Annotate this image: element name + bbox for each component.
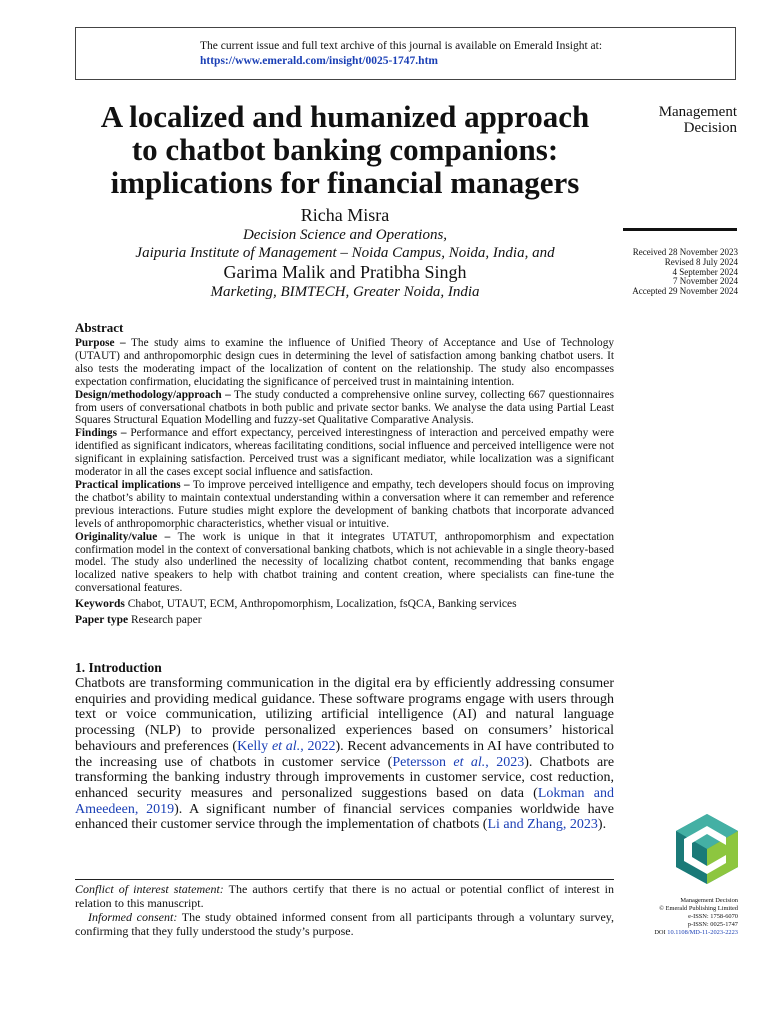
citation-link[interactable] (237, 739, 335, 754)
author-affiliation: Marketing, BIMTECH, Greater Noida, India (210, 284, 480, 300)
doi-link[interactable]: 10.1108/MD-11-2023-2223 (667, 929, 738, 936)
citation-etal: et al. (453, 754, 486, 770)
abstract-text: Performance and effort expectancy, perceived interestingness of interaction and perceived empathy were identified as significant indicators, whereas facilitating conditions, social influence and perceived intelligence were not significant in explaining satisfaction. Perceived trust was a significant mediator, while localization was a significant moderator in all the cases except social influence and satisfaction. (75, 427, 615, 479)
conflict-of-interest-note (75, 882, 614, 910)
title-line: A localized and humanized approach (100, 99, 590, 134)
author-affiliation: Decision Science and Operations, (242, 227, 448, 243)
abstract-label: Findings – (75, 427, 127, 440)
keywords (75, 597, 614, 612)
abstract-label: Design/methodology/approach – (75, 388, 231, 401)
keywords-label: Keywords (75, 598, 125, 611)
keywords-text: Chabot, UTAUT, ECM, Anthropomorphism, Localization, fsQCA, Banking services (127, 598, 517, 611)
imprint-line: © Emerald Publishing Limited (659, 905, 738, 912)
imprint-line: Management Decision (680, 897, 738, 904)
footnote-text: The authors certify that there is no actual or potential conflict of interest in relation to this manuscript. (75, 882, 614, 910)
footnote-label: Informed consent: (88, 910, 178, 924)
section-heading: 1. Introduction (75, 660, 162, 675)
abstract-text: To improve perceived intelligence and empathy, tech developers should focus on improving the chatbot’s ability to maintain contextual understanding within a conversation where it can remember and reference previous interactions. Future studies might explore the development of banking chatbots that incorporate advanced levels of anthropomorphic characteristics, whether visual or intuitive. (75, 478, 614, 530)
date-line: 7 November 2024 (673, 276, 738, 287)
journal-header-text (200, 39, 602, 69)
imprint-line: p-ISSN: 0025-1747 (687, 921, 738, 928)
abstract-findings (75, 427, 614, 479)
intro-text: ). Recent advancements in AI have contributed to the increasing use of chatbots in customer service ( (75, 738, 615, 770)
paper-type (75, 613, 614, 628)
abstract-label: Purpose – (75, 337, 126, 349)
citation-year: , 2022 (300, 738, 336, 754)
intro-text: Chatbots are transforming communication in the digital era by efficiently addressing consumer enquiries and providing medical guidance. These software programs engage with users through text or voice communication, utilizing artificial intelligence (AI) and natural language processing (NLP) to provide personalized experiences based on consumers’ historical behaviours and preferences ( (75, 676, 614, 754)
title-line: to chatbot banking companions: (131, 132, 559, 167)
informed-consent-note (75, 910, 614, 938)
abstract-purpose (75, 337, 614, 389)
author-name: Richa Misra (300, 205, 390, 225)
date-line: 4 September 2024 (672, 266, 738, 277)
abstract-design (75, 389, 614, 428)
author-name: Garima Malik and Pratibha Singh (223, 262, 467, 282)
citation-author: Kelly (237, 738, 269, 754)
abstract-heading: Abstract (75, 320, 124, 335)
footnote-text: The study obtained informed consent from all participants through a voluntary survey, confirming that they fully understood the study’s purpose. (75, 910, 614, 938)
paper-title (75, 100, 615, 199)
imprint-line: e-ISSN: 1758-6070 (688, 913, 738, 920)
archive-notice: The current issue and full text archive of this journal is available on Emerald Insight at: (200, 40, 603, 52)
citation-etal: et al. (271, 738, 301, 754)
abstract-text: The study conducted a comprehensive online survey, collecting 667 questionnaires from users of conversational chatbots in both public and private sector banks. We analyse the data using Partial Least Squares Structural Equation Modelling and fuzzy-set Qualitative Comparative Analysis. (75, 388, 615, 427)
journal-name-side (623, 104, 737, 136)
date-line: Accepted 29 November 2024 (632, 286, 738, 297)
footnote-label: Conflict of interest statement: (75, 882, 224, 896)
journal-name-line: Decision (683, 120, 737, 136)
intro-text: ). (597, 817, 607, 833)
imprint-block (618, 897, 738, 937)
paper-type-label: Paper type (75, 614, 129, 627)
intro-text: ). A significant number of financial services companies worldwide have enhanced their customer service through the implementation of chatbots ( (75, 801, 614, 833)
abstract-label: Practical implications – (75, 478, 190, 491)
citation-year: , 2023 (485, 754, 525, 770)
abstract-text: The study aims to examine the influence of Unified Theory of Acceptance and Use of Technology (UTAUT) and anthropomorphic design cues in determining the level of satisfaction among banking chatbot users. It also tests the moderating impact of the localization of content on the relationship. The study also encompasses expectation confirmation, elucidating the significance of perceived trust in maintaining intention. (75, 337, 614, 388)
doi-line (618, 929, 738, 937)
journal-url-link[interactable]: https://www.emerald.com/insight/0025-1747.htm (200, 55, 438, 67)
intro-paragraph (75, 676, 614, 833)
citation-link[interactable]: Lokman and Ameedeen, 2019 (75, 785, 614, 817)
citation-author: Petersson (392, 754, 446, 770)
footnote-rule (75, 879, 614, 880)
side-rule (623, 228, 737, 231)
paper-type-text: Research paper (131, 614, 202, 627)
citation-link[interactable] (392, 755, 524, 770)
title-line: implications for financial managers (110, 165, 580, 200)
date-line: Revised 8 July 2024 (664, 256, 738, 267)
author-affiliation: Jaipuria Institute of Management – Noida Campus, Noida, India, and (135, 245, 555, 261)
abstract-text: The work is unique in that it integrates UTATUT, anthropomorphism and expectation confirmation model in the context of conversational banking chatbots, which is not achievable in a single theory-based model. The study also underlined the necessity of localizing chatbot content, recommending that banks engage localized native speakers to help with chatbot training and content creation, where specialists can fine-tune the conversational features. (75, 530, 614, 595)
intro-text: ). Chatbots are transforming the banking industry through improvements in customer service, cost reduction, enhanced security measures and personalized suggestions based on data ( (75, 754, 615, 801)
abstract-originality (75, 531, 614, 596)
emerald-logo-icon (676, 814, 738, 884)
abstract-label: Originality/value – (75, 530, 171, 543)
journal-name-line: Management (658, 104, 737, 120)
submission-dates (600, 248, 738, 297)
citation-link[interactable]: Li and Zhang, 2023 (487, 817, 598, 833)
date-line: Received 28 November 2023 (632, 247, 738, 257)
doi-label: DOI (654, 929, 666, 936)
abstract-section (75, 320, 614, 628)
abstract-implications (75, 479, 614, 531)
